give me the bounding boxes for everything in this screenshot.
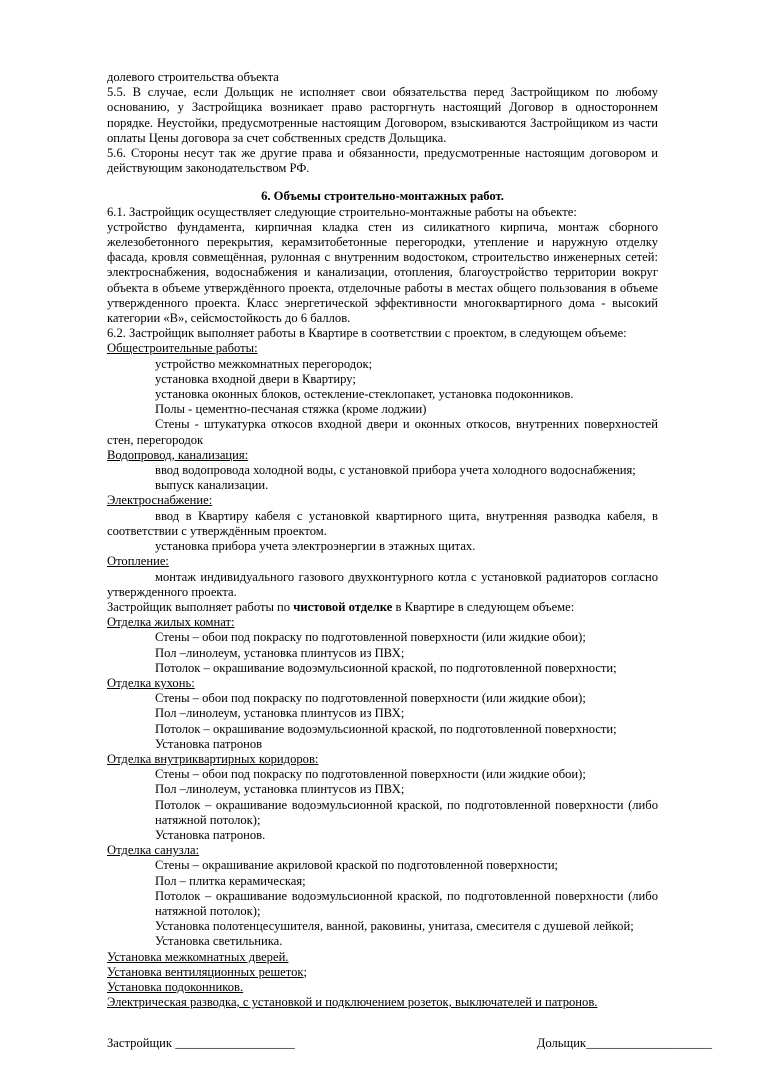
- list-item: Пол –линолеум, установка плинтусов из ПВХ;: [155, 645, 405, 660]
- list-item: установка оконных блоков, остекление-стеклопакет, установка подоконников.: [155, 387, 574, 402]
- finishing-bold-phrase: чистовой отделке: [293, 599, 393, 614]
- final-item-vents: Установка вентиляционных решеток;: [107, 964, 307, 979]
- list-item: Потолок – окрашивание водоэмульсионной краской, по подготовленной поверхности;: [155, 660, 617, 675]
- list-item: установка прибора учета электроэнергии в этажных щитах.: [155, 539, 476, 554]
- final-item-wiring: Электрическая разводка, с установкой и подключением розеток, выключателей и патронов.: [107, 995, 598, 1010]
- list-item: ввод в Квартиру кабеля с установкой квартирного щита, внутренняя разводка кабеля, в соответствии с утверждённым проектом.: [107, 508, 658, 538]
- final-item-sills: Установка подоконников.: [107, 979, 244, 994]
- list-item: ввод водопровода холодной воды, с установкой прибора учета холодного водоснабжения;: [155, 463, 636, 478]
- clause-6-1: 6.1. Застройщик осуществляет следующие строительно-монтажные работы на объекте:: [107, 204, 577, 219]
- corridors-header: Отделка внутриквартирных коридоров:: [107, 751, 319, 766]
- kitchens-header: Отделка кухонь:: [107, 675, 195, 690]
- bathroom-header: Отделка санузла:: [107, 843, 200, 858]
- list-item: Стены – обои под покраску по подготовленной поверхности (или жидкие обои);: [155, 767, 586, 782]
- list-item: устройство межкомнатных перегородок;: [155, 356, 373, 371]
- list-item: Стены – окрашивание акриловой краской по подготовленной поверхности;: [155, 858, 559, 873]
- shareholder-signature: Дольщик____________________: [536, 1036, 712, 1051]
- list-item: монтаж индивидуального газового двухконтурного котла с установкой радиаторов согласно утвержденного проекта.: [107, 569, 658, 599]
- plumbing-header: Водопровод, канализация:: [107, 447, 249, 462]
- list-item: Пол – плитка керамическая;: [155, 873, 306, 888]
- finishing-intro: Застройщик выполняет работы по чистовой отделке в Квартире в следующем объеме:: [107, 599, 575, 614]
- contract-page: [107, 70, 712, 1052]
- heating-header: Отопление:: [107, 554, 169, 569]
- developer-signature: Застройщик ___________________: [107, 1036, 295, 1051]
- shareholder-signature-line: ____________________: [586, 1036, 712, 1051]
- signature-row: [107, 1036, 712, 1051]
- final-item-doors: Установка межкомнатных дверей.: [107, 949, 289, 964]
- list-item: Стены - штукатурка откосов входной двери и оконных откосов, внутренних поверхностей стен, перегородок: [107, 417, 658, 447]
- list-item: установка входной двери в Квартиру;: [155, 371, 356, 386]
- living-rooms-header: Отделка жилых комнат:: [107, 615, 235, 630]
- section-6-heading: 6. Объемы строительно-монтажных работ.: [261, 189, 504, 204]
- general-works-header: Общестроительные работы:: [107, 341, 258, 356]
- list-item: Потолок – окрашивание водоэмульсионной краской, по подготовленной поверхности;: [155, 721, 617, 736]
- carryover-line: долевого строительства объекта: [107, 70, 279, 84]
- list-item: Установка патронов.: [155, 827, 266, 842]
- list-item: выпуск канализации.: [155, 478, 269, 493]
- list-item: Потолок – окрашивание водоэмульсионной краской, по подготовленной поверхности (либо натяжной потолок);: [155, 797, 658, 827]
- list-item: Установка патронов: [155, 736, 263, 751]
- clause-6-1-body: устройство фундамента, кирпичная кладка стен из силикатного кирпича, монтаж сборного железобетонного перекрытия, керамзитобетонные перегородки, утепление и наружную отделку фасада, кровля совмещённая, рулонная с внутренним водостоком, строительство инженерных сетей: электроснабжения, водоснабжения и канализации, отопления, благоустройство территории вокруг объекта в объеме утверждённого проекта, отделочные работы в местах общего пользования в объеме утвержденного проекта. Класс энергетической эффективности многоквартирного дома - высокий категории «В», сейсмостойкость до 6 баллов.: [107, 219, 658, 326]
- list-item: Полы - цементно-песчаная стяжка (кроме лоджии): [155, 402, 427, 417]
- list-item: Установка светильника.: [155, 934, 283, 949]
- list-item: Потолок – окрашивание водоэмульсионной краской, по подготовленной поверхности (либо натяжной потолок);: [155, 888, 658, 918]
- developer-signature-line: ___________________: [175, 1036, 295, 1051]
- list-item: Пол –линолеум, установка плинтусов из ПВХ;: [155, 706, 405, 721]
- list-item: Пол –линолеум, установка плинтусов из ПВХ;: [155, 782, 405, 797]
- clause-6-2: 6.2. Застройщик выполняет работы в Квартире в соответствии с проектом, в следующем объеме:: [107, 326, 627, 341]
- electricity-header: Электроснабжение:: [107, 493, 213, 508]
- list-item: Установка полотенцесушителя, ванной, раковины, унитаза, смесителя с душевой лейкой;: [155, 919, 634, 934]
- clause-5-6: 5.6. Стороны несут так же другие права и обязанности, предусмотренные настоящим договором и действующим законодательством РФ.: [107, 146, 658, 176]
- list-item: Стены – обои под покраску по подготовленной поверхности (или жидкие обои);: [155, 630, 586, 645]
- list-item: Стены – обои под покраску по подготовленной поверхности (или жидкие обои);: [155, 691, 586, 706]
- clause-5-5: 5.5. В случае, если Дольщик не исполняет свои обязательства перед Застройщиком по любому основанию, у Застройщика возникает право расторгнуть настоящий Договор в одностороннем порядке. Неустойки, предусмотренные настоящим Договором, взыскиваются Застройщиком из части оплаты Цены договора за счет собственных средств Дольщика.: [107, 85, 658, 145]
